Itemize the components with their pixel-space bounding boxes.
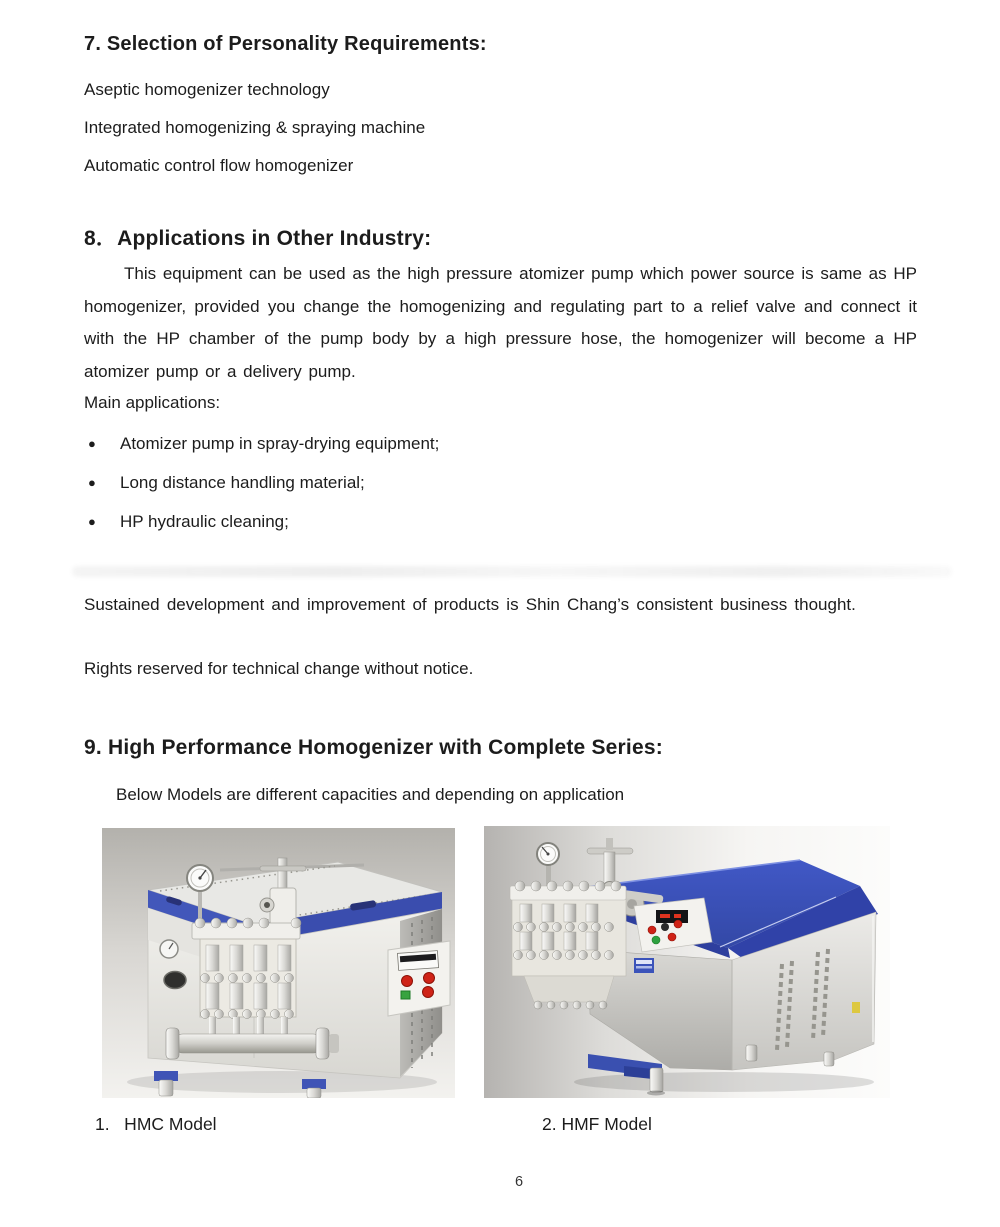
section7-line-3: Automatic control flow homogenizer [84,156,354,175]
bullet-item-2 [88,472,365,493]
section7-line-2: Integrated homogenizing & spraying machine [84,118,426,137]
figure1-caption: 1. HMC Model [95,1114,217,1134]
bullet-item-3 [88,511,289,532]
hmf-logo-plate [634,958,654,973]
bullet-marker: ● [88,475,96,490]
bullet-text-1: Atomizer pump in spray-drying equipment; [120,434,440,453]
hmc-control-panel [388,941,450,1016]
hmf-model-photo [484,826,890,1098]
page-number: 6 [515,1174,524,1190]
section8-heading: 8．Applications in Other Industry: [84,227,432,250]
section8-closing-2: Rights reserved for technical change without notice. [84,659,474,678]
section8-closing-1: Sustained development and improvement of products is Shin Chang’s consistent business thought. [84,595,856,614]
section7-line-1: Aseptic homogenizer technology [84,80,330,99]
bullet-item-1 [88,433,439,454]
porthole [164,972,186,989]
yellow-sticker [852,1002,860,1013]
scan-smudge-artifact [72,566,952,577]
section7-heading: 7. Selection of Personality Requirements: [84,33,487,55]
section9-subtitle: Below Models are different capacities and depending on application [116,785,625,804]
bullet-text-3: HP hydraulic cleaning; [120,512,289,531]
bullet-marker: ● [88,514,96,529]
section8-paragraph: This equipment can be used as the high pressure atomizer pump which power source is same as HP homogenizer, provided you change the homogenizing and regulating part to a relief valve and connect it with the HP chamber of the pump body by a high pressure hose, the homogenizer will become a HP atomizer pump or a delivery pump. [84,264,917,381]
section9-heading: 9. High Performance Homogenizer with Complete Series: [84,736,663,759]
bullet-marker: ● [88,436,96,451]
hmc-model-photo [102,828,455,1098]
section8-list-intro: Main applications: [84,393,221,412]
hmf-control-panel [634,898,712,952]
hmf-machine-illustration [484,826,890,1098]
hmc-machine-illustration [102,828,455,1098]
figure2-caption: 2. HMF Model [542,1114,652,1134]
bullet-text-2: Long distance handling material; [120,473,365,492]
